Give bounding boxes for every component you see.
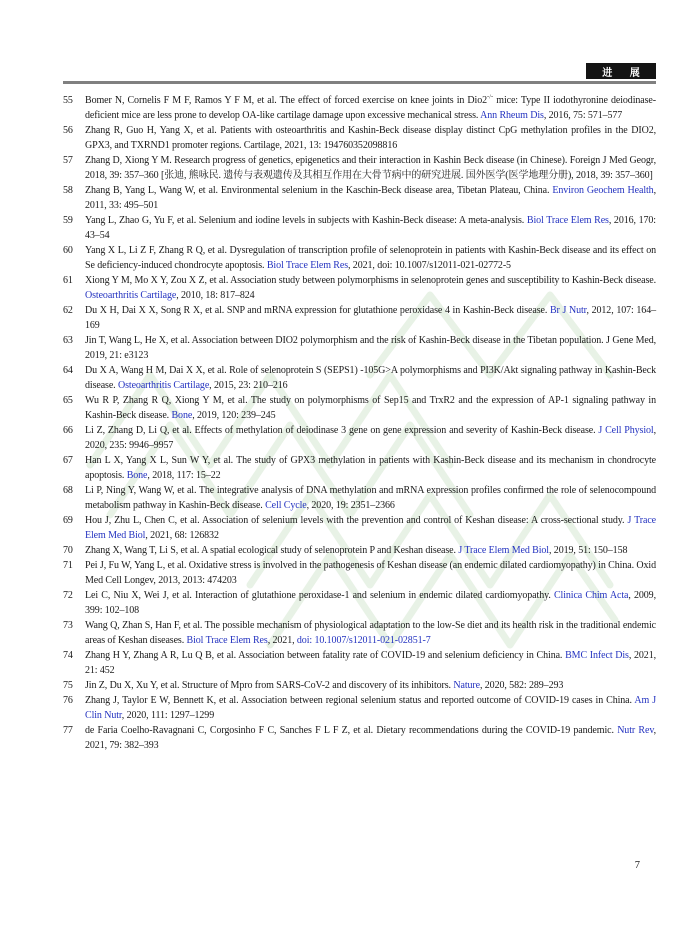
reference-text-segment: , 2020, 235: 9946–9957 <box>85 425 656 451</box>
superscript-genotype: -/- <box>487 93 494 101</box>
reference-text-segment: Yang X L, Li Z F, Zhang R Q, et al. Dysregulation of transcription profile of selenoprotein in patients with Kashin-Beck disease and its effect on Se deficiency-induced chondrocyte apoptosis. <box>85 245 656 271</box>
reference-text-segment: Lei C, Niu X, Wei J, et al. Interaction of glutathione peroxidase-1 and selenium in endemic dilated cardiomyopathy. <box>85 590 554 601</box>
journal-link[interactable]: doi: 10.1007/s12011-021-02851-7 <box>296 635 431 646</box>
journal-link[interactable]: Bone <box>171 410 193 421</box>
reference-text-segment: Pei J, Fu W, Yang L, et al. Oxidative stress is involved in the pathogenesis of Keshan disease (an endemic dilated cardiomyopathy) in China. Oxid Med Cell Longev, 2013, 2013: 474203 <box>85 560 656 586</box>
reference-item <box>63 273 656 303</box>
reference-text <box>85 215 656 241</box>
reference-text <box>85 545 627 556</box>
reference-text-segment: Du X H, Dai X X, Song R X, et al. SNP and mRNA expression for glutathione peroxidase 4 in Kashin-Beck disease. <box>85 305 550 316</box>
reference-text-segment: , 2019, 120: 239–245 <box>192 410 276 421</box>
journal-link[interactable]: Biol Trace Elem Res <box>266 260 348 271</box>
reference-number: 70 <box>63 545 73 556</box>
reference-text-segment: Zhang X, Wang T, Li S, et al. A spatial ecological study of selenoprotein P and Keshan disease. <box>85 545 459 556</box>
reference-text-segment: , 2021, 21: 452 <box>85 650 656 676</box>
journal-link[interactable]: Bone <box>126 470 148 481</box>
reference-text-segment: Zhang J, Taylor E W, Bennett K, et al. Association between regional selenium status and reported outcome of COVID-19 cases in China. <box>85 695 635 706</box>
reference-text-segment: Zhang R, Guo H, Yang X, et al. Patients with osteoarthritis and Kashin-Beck disease display distinct CpG methylation profiles in the DIO2, GPX3, and TXRND1 promoter regions. Cartilage, 2021, 13: 194760352098816 <box>85 125 656 151</box>
reference-item <box>63 183 656 213</box>
reference-number: 59 <box>63 215 73 226</box>
reference-text <box>85 560 656 586</box>
reference-number: 72 <box>63 590 73 601</box>
journal-link[interactable]: J Trace Elem Med Biol <box>85 515 656 541</box>
reference-text-segment: , 2011, 33: 495–501 <box>85 185 656 211</box>
reference-text-segment: Jin T, Wang L, He X, et al. Association between DIO2 polymorphism and the risk of Kashin-Beck disease in the Tibetan population. J Gene Med, 2019, 21: e3123 <box>85 335 656 361</box>
reference-number: 68 <box>63 485 73 496</box>
reference-text <box>85 455 656 481</box>
reference-number: 61 <box>63 275 73 286</box>
journal-link[interactable]: Environ Geochem Health <box>552 185 654 196</box>
reference-item <box>63 243 656 273</box>
reference-text-segment: , 2021, <box>267 635 297 646</box>
reference-number: 58 <box>63 185 73 196</box>
reference-text-segment: , 2016, 170: 43–54 <box>85 215 656 241</box>
reference-text <box>85 275 656 301</box>
reference-item <box>63 363 656 393</box>
header-section-tag-label: 进 展 <box>602 67 647 79</box>
reference-text-segment: , 2010, 18: 817–824 <box>176 290 255 301</box>
reference-item <box>63 93 656 123</box>
reference-text-segment: , 2020, 582: 289–293 <box>479 680 564 691</box>
reference-number: 55 <box>63 95 73 106</box>
reference-item <box>63 333 656 363</box>
reference-number: 73 <box>63 620 73 631</box>
reference-text-segment: , 2019, 51: 150–158 <box>549 545 628 556</box>
journal-link[interactable]: Biol Trace Elem Res <box>186 635 268 646</box>
reference-item <box>63 483 656 513</box>
reference-item <box>63 213 656 243</box>
reference-text-segment: Li P, Ning Y, Wang W, et al. The integrative analysis of DNA methylation and mRNA expression profiles confirmed the role of selenocompound metabolism pathway in Kashin-Beck disease. <box>85 485 656 511</box>
reference-item <box>63 123 656 153</box>
reference-text <box>85 590 656 616</box>
reference-text-segment: Bomer N, Cornelis F M F, Ramos Y F M, et al. The effect of forced exercise on knee joints in Dio2 <box>85 95 488 106</box>
reference-text-segment: Zhang B, Yang L, Wang W, et al. Environmental selenium in the Kaschin-Beck disease area, Tibetan Plateau, China. <box>85 185 553 196</box>
reference-text-segment: Han L X, Yang X L, Sun W Y, et al. The study of GPX3 methylation in patients with Kashin-Beck disease and its mechanism in chondrocyte apoptosis. <box>85 455 656 481</box>
page-number: 7 <box>634 860 640 871</box>
journal-link[interactable]: Clinica Chim Acta <box>553 590 629 601</box>
reference-text-segment: Jin Z, Du X, Xu Y, et al. Structure of Mpro from SARS-CoV-2 and discovery of its inhibitors. <box>85 680 454 691</box>
reference-text <box>85 725 656 751</box>
reference-text-segment: Wang Q, Zhan S, Han F, et al. The possible mechanism of physiological adaptation to the low-Se diet and its health risk in the traditional endemic areas of Keshan diseases. <box>85 620 656 646</box>
reference-text-segment: Xiong Y M, Mo X Y, Zou X Z, et al. Association study between polymorphisms in selenoprotein genes and susceptibility to Kashin-Beck disease. <box>85 275 656 286</box>
reference-item <box>63 303 656 333</box>
journal-link[interactable]: Cell Cycle <box>265 500 307 511</box>
reference-number: 74 <box>63 650 73 661</box>
journal-link[interactable]: Br J Nutr <box>549 305 587 316</box>
reference-text-segment: Du X A, Wang H M, Dai X X, et al. Role of selenoprotein S (SEPS1) -105G>A polymorphisms and PI3K/Akt signaling pathway in Kashin-Beck disease. <box>85 365 656 391</box>
reference-text <box>85 155 656 181</box>
reference-list <box>63 93 656 753</box>
reference-text-segment: , 2009, 399: 102–108 <box>85 590 656 616</box>
reference-text-segment: , 2020, 19: 2351–2366 <box>306 500 395 511</box>
reference-number: 57 <box>63 155 73 166</box>
journal-link[interactable]: Nature <box>453 680 480 691</box>
journal-link[interactable]: Nutr Rev <box>617 725 654 736</box>
reference-text <box>85 650 656 676</box>
reference-text <box>85 425 656 451</box>
reference-text-segment: , 2018, 117: 15–22 <box>147 470 221 481</box>
reference-text <box>85 695 656 721</box>
reference-number: 66 <box>63 425 73 436</box>
reference-text <box>85 620 656 646</box>
reference-item <box>63 393 656 423</box>
reference-number: 56 <box>63 125 73 136</box>
reference-text-segment: , 2012, 107: 164–169 <box>85 305 657 331</box>
reference-number: 60 <box>63 245 73 256</box>
reference-text-segment: Zhang D, Xiong Y M. Research progress of genetics, epigenetics and their interaction in Kashin Beck disease (in Chinese). Foreign J Med Geogr, 2018, 39: 357–360 [张迪, 熊咏民. 遗传与表观遗传及其相互作用在大骨节病中的研究进展. 国外医学(医学地理分册), 2018, 39: 357–360] <box>85 155 656 181</box>
reference-number: 65 <box>63 395 73 406</box>
reference-text <box>85 125 656 151</box>
reference-text <box>85 245 656 271</box>
reference-number: 75 <box>63 680 73 691</box>
reference-text-segment: , 2015, 23: 210–216 <box>209 380 288 391</box>
reference-item <box>63 543 656 558</box>
reference-text <box>85 365 656 391</box>
reference-item <box>63 618 656 648</box>
reference-item <box>63 693 656 723</box>
reference-number: 69 <box>63 515 73 526</box>
journal-link[interactable]: BMC Infect Dis <box>565 650 629 661</box>
reference-text-segment: Hou J, Zhu L, Chen C, et al. Association of selenium levels with the prevention and control of Keshan disease: A cross-sectional study. <box>85 515 628 526</box>
reference-text-segment: Wu R P, Zhang R Q, Xiong Y M, et al. The study on polymorphisms of Sep15 and TrxR2 and the expression of AP-1 signaling pathway in Kashin-Beck disease. <box>85 395 656 421</box>
reference-text-segment: de Faria Coelho-Ravagnani C, Corgosinho F C, Sanches F L F Z, et al. Dietary recommendations during the COVID-19 pandemic. <box>85 725 618 736</box>
reference-text-segment: , 2021, 68: 126832 <box>145 530 219 541</box>
reference-text <box>85 485 656 511</box>
reference-text-segment: , 2021, doi: 10.1007/s12011-021-02772-5 <box>348 260 511 271</box>
reference-item <box>63 513 656 543</box>
reference-item <box>63 648 656 678</box>
reference-text-segment: Yang L, Zhao G, Yu F, et al. Selenium and iodine levels in subjects with Kashin-Beck disease: A meta-analysis. <box>85 215 527 226</box>
reference-text-segment: Li Z, Zhang D, Li Q, et al. Effects of methylation of deiodinase 3 gene on gene expression and severity of Kashin-Beck disease. <box>85 425 599 436</box>
journal-link[interactable]: Biol Trace Elem Res <box>526 215 609 226</box>
reference-text <box>85 185 656 211</box>
reference-text <box>85 305 656 331</box>
reference-text <box>85 335 656 361</box>
reference-text-segment: Zhang H Y, Zhang A R, Lu Q B, et al. Association between fatality rate of COVID-19 and selenium deficiency in China. <box>85 650 566 661</box>
reference-item <box>63 453 656 483</box>
reference-text <box>85 515 656 541</box>
journal-link[interactable]: J Trace Elem Med Biol <box>458 545 549 556</box>
journal-link[interactable]: J Cell Physiol <box>598 425 654 436</box>
reference-number: 63 <box>63 335 73 346</box>
journal-link[interactable]: Osteoarthritis Cartilage <box>117 380 210 391</box>
reference-number: 71 <box>63 560 73 571</box>
reference-text-segment: , 2020, 111: 1297–1299 <box>121 710 215 721</box>
reference-number: 76 <box>63 695 73 706</box>
header-rule <box>63 81 656 84</box>
reference-number: 64 <box>63 365 73 376</box>
reference-item <box>63 723 656 753</box>
header-section-tag <box>586 63 656 79</box>
journal-link[interactable]: Ann Rheum Dis <box>480 110 544 121</box>
reference-text-segment: mice: Type II iodothyronine deiodinase-deficient mice are less prone to develop OA-like cartilage damage upon excessive mechanical stress. <box>85 95 656 121</box>
reference-item <box>63 153 656 183</box>
reference-item <box>63 558 656 588</box>
reference-item <box>63 678 656 693</box>
reference-number: 62 <box>63 305 73 316</box>
reference-number: 67 <box>63 455 73 466</box>
reference-item <box>63 588 656 618</box>
reference-text-segment: , 2016, 75: 571–577 <box>543 110 623 121</box>
reference-number: 77 <box>63 725 73 736</box>
journal-link[interactable]: Am J Clin Nutr <box>85 695 656 721</box>
reference-text <box>85 680 563 691</box>
journal-link[interactable]: Osteoarthritis Cartilage <box>85 290 177 301</box>
reference-text <box>85 395 656 421</box>
reference-text-segment: , 2021, 79: 382–393 <box>85 725 656 751</box>
reference-text <box>85 95 656 121</box>
reference-item <box>63 423 656 453</box>
